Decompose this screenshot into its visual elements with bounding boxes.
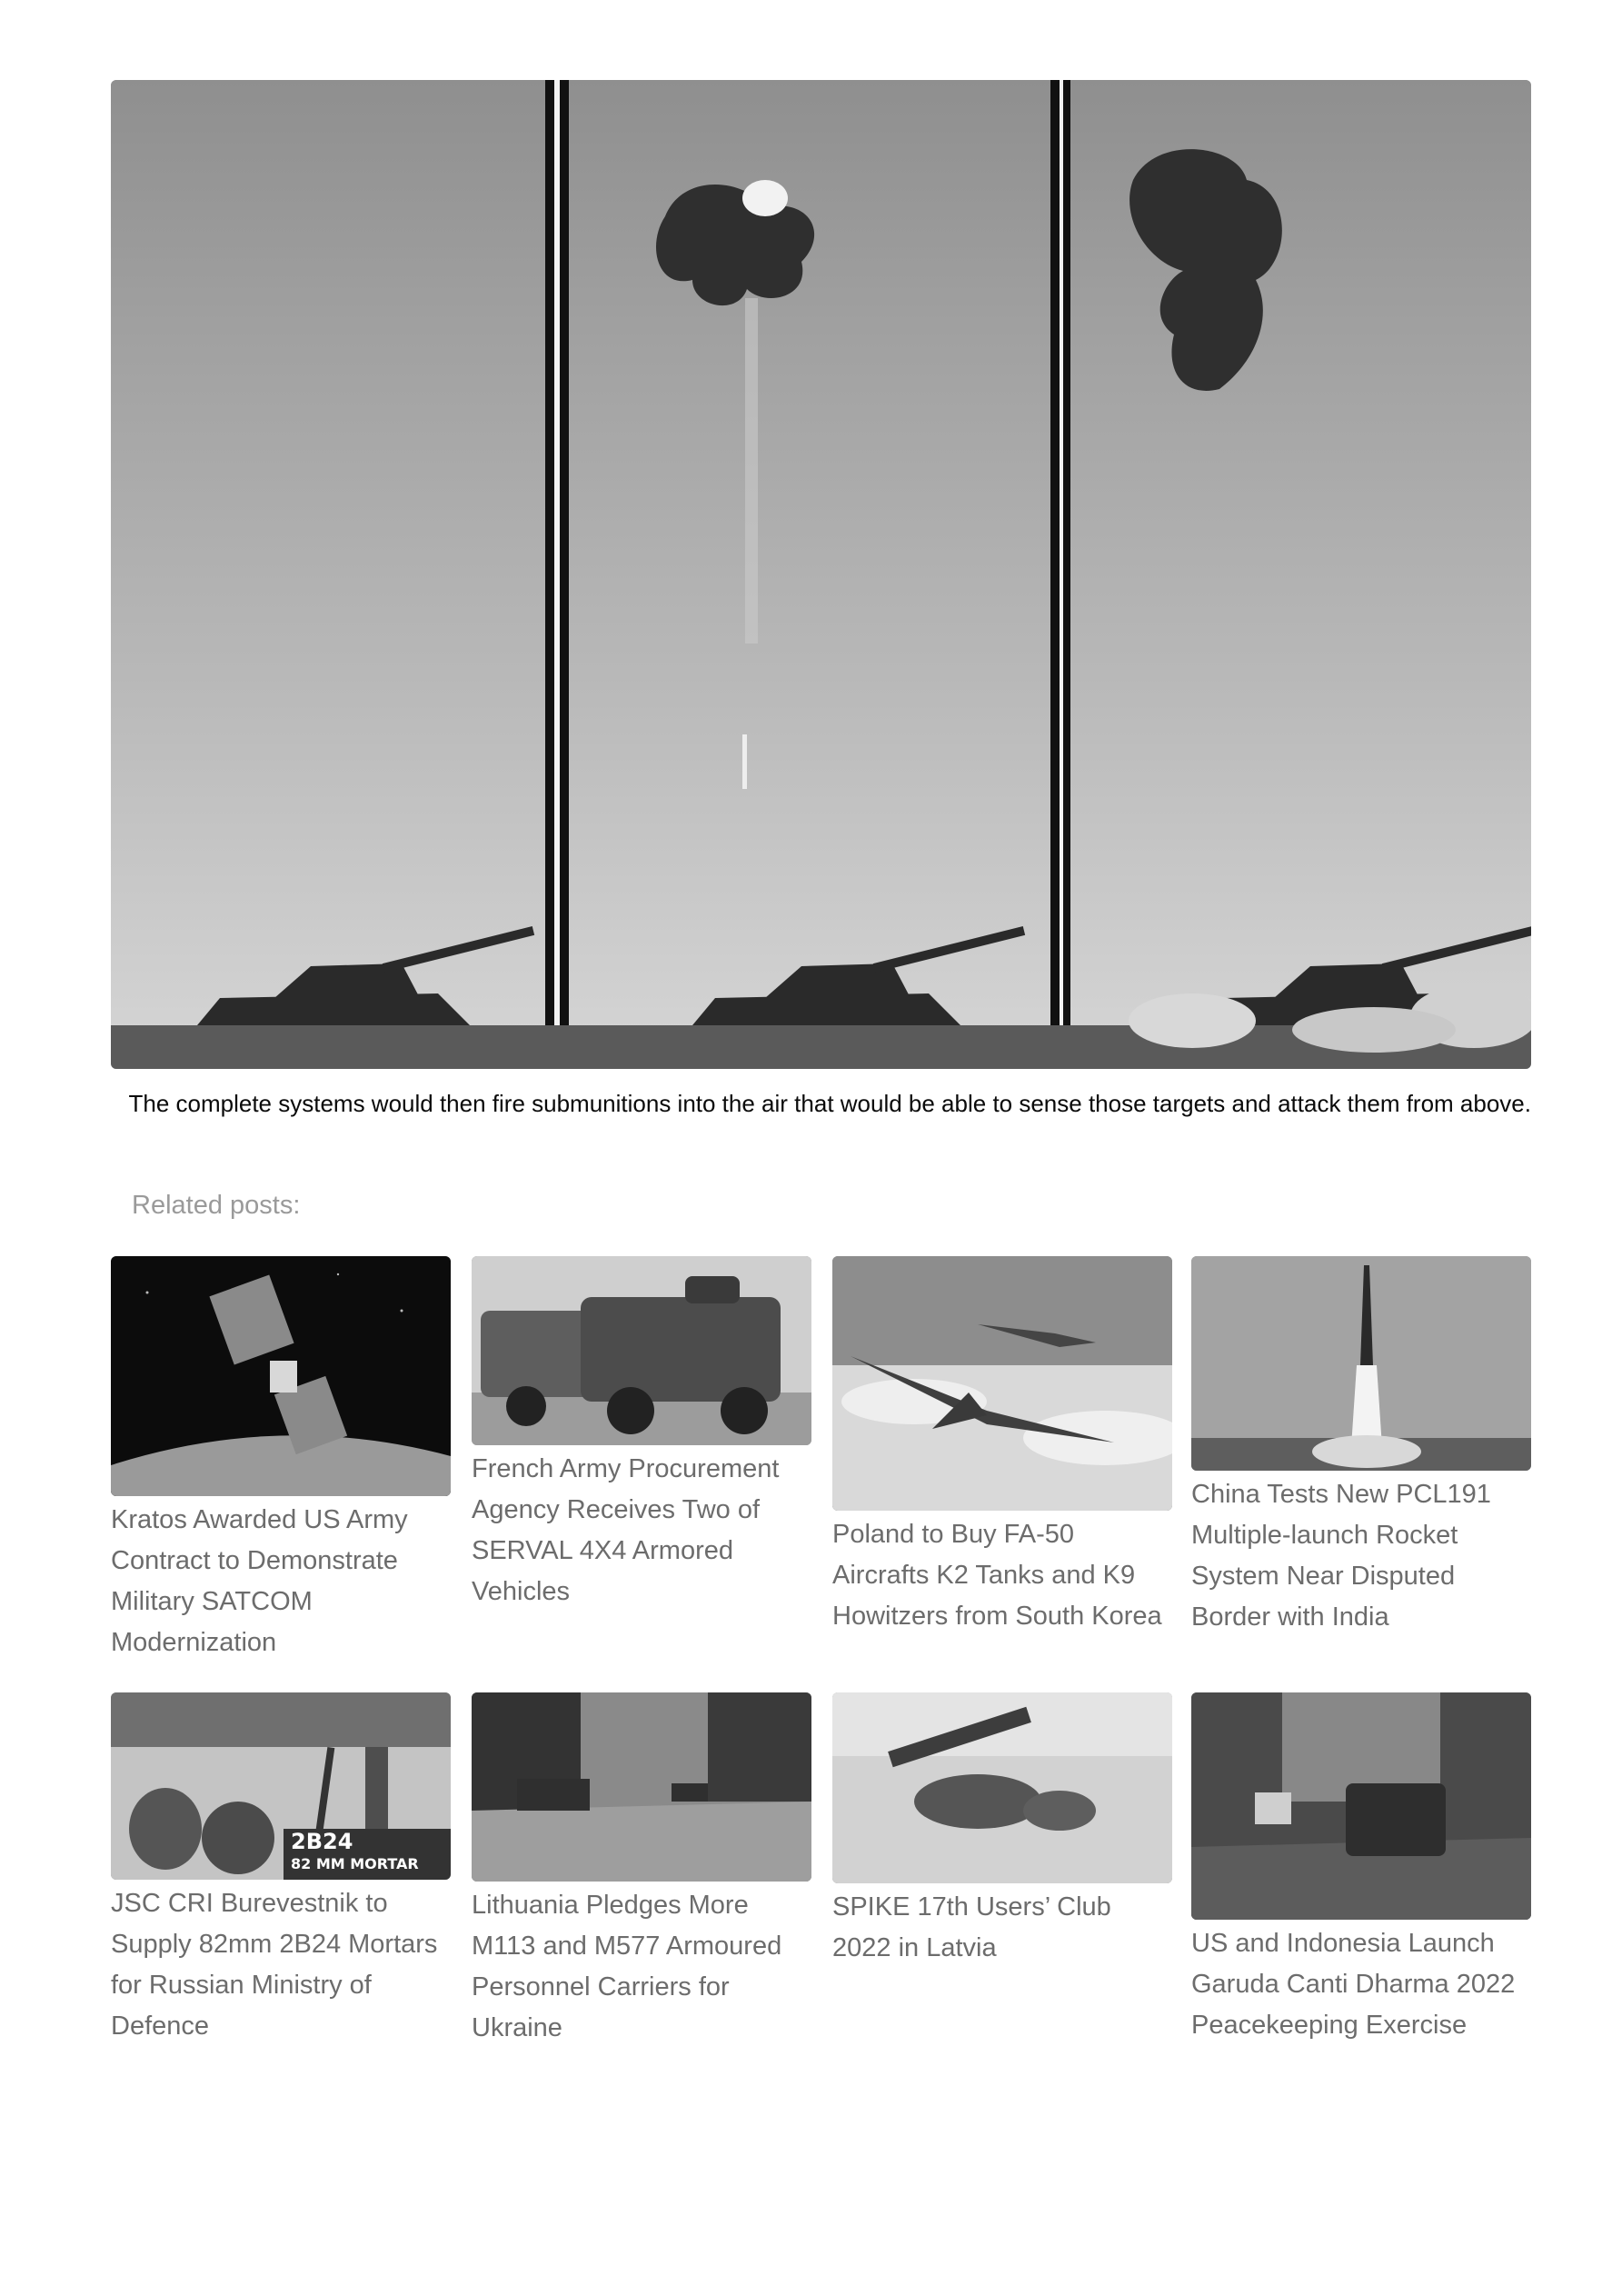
related-post-card[interactable]: [472, 1692, 811, 2049]
hero-image: [111, 80, 1531, 1069]
related-post-thumbnail[interactable]: [472, 1692, 811, 1882]
related-post-card[interactable]: [832, 1256, 1172, 1637]
hero-caption: The complete systems would then fire submunitions into the air that would be able to sense those targets and attack them from above.: [128, 1090, 1531, 1117]
related-post-thumbnail[interactable]: [472, 1256, 811, 1445]
related-post-thumbnail[interactable]: [111, 1692, 451, 1880]
related-post-card[interactable]: [1191, 1256, 1531, 1638]
related-post-card[interactable]: [832, 1692, 1172, 1969]
related-post-thumbnail[interactable]: [832, 1256, 1172, 1511]
related-post-thumbnail[interactable]: [111, 1256, 451, 1496]
related-post-title[interactable]: China Tests New PCL191 Multiple-launch Rocket System Near Disputed Border with India: [1191, 1480, 1491, 1632]
related-post-thumbnail[interactable]: [1191, 1692, 1531, 1920]
related-post-title[interactable]: US and Indonesia Launch Garuda Canti Dharma 2022 Peacekeeping Exercise: [1191, 1929, 1516, 2040]
related-post-title[interactable]: Lithuania Pledges More M113 and M577 Armoured Personnel Carriers for Ukraine: [472, 1891, 782, 2042]
related-post-card[interactable]: [472, 1256, 811, 1612]
thumbnail-overlay-label: [284, 1829, 451, 1880]
related-posts-heading: Related posts:: [132, 1191, 301, 1220]
related-post-title[interactable]: French Army Procurement Agency Receives Two of SERVAL 4X4 Armored Vehicles: [472, 1454, 780, 1606]
related-post-title[interactable]: SPIKE 17th Users’ Club 2022 in Latvia: [832, 1892, 1111, 1962]
related-post-card[interactable]: [111, 1692, 451, 2047]
related-post-title[interactable]: Poland to Buy FA-50 Aircrafts K2 Tanks and K9 Howitzers from South Korea: [832, 1520, 1162, 1631]
related-post-thumbnail[interactable]: [832, 1692, 1172, 1883]
related-post-card[interactable]: [1191, 1692, 1531, 2046]
related-post-title[interactable]: Kratos Awarded US Army Contract to Demonstrate Military SATCOM Modernization: [111, 1505, 408, 1657]
related-post-card[interactable]: [111, 1256, 451, 1663]
overlay-main-text: 2B24: [291, 1829, 353, 1854]
related-post-title[interactable]: JSC CRI Burevestnik to Supply 82mm 2B24 Mortars for Russian Ministry of Defence: [111, 1889, 438, 2041]
overlay-sub-text: 82 MM MORTAR: [291, 1855, 419, 1872]
related-post-thumbnail[interactable]: [1191, 1256, 1531, 1471]
